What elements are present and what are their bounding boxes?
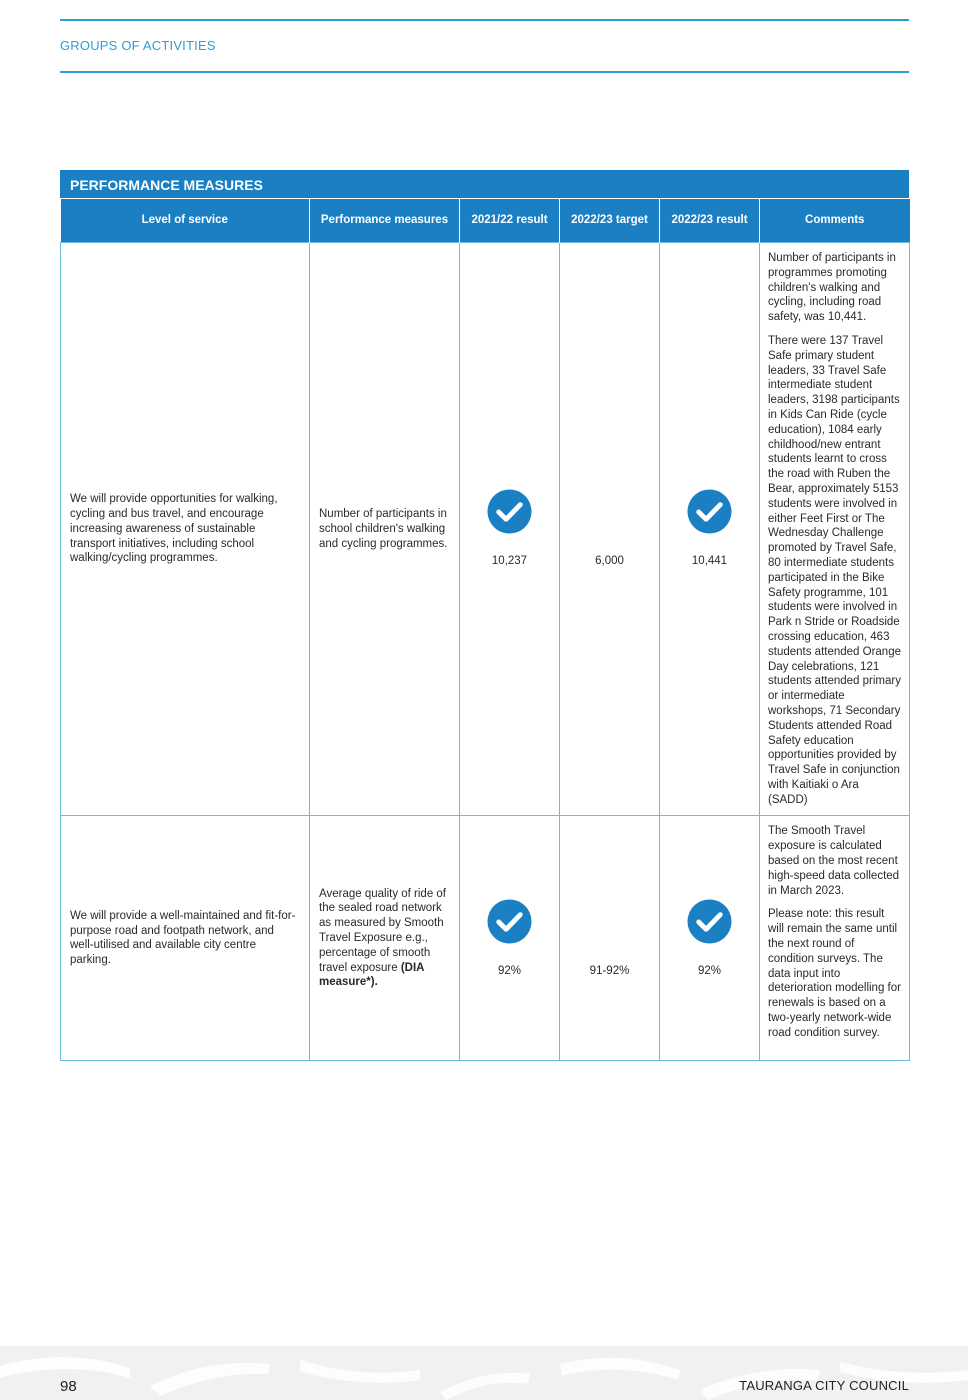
- column-header-level-of-service: Level of service: [61, 199, 310, 243]
- page-number: 98: [60, 1378, 77, 1395]
- table-row: [61, 243, 910, 816]
- measures-grid: [60, 199, 910, 1061]
- target-2022-23-cell: [560, 243, 660, 816]
- target-2022-23-cell: [560, 816, 660, 1061]
- header-rule-top: [60, 19, 909, 21]
- check-circle-icon: [487, 489, 532, 534]
- column-header-2022-23-result: 2022/23 result: [660, 199, 760, 243]
- comment-paragraph: The Smooth Travel exposure is calculated based on the most recent high-speed data collected in March 2023.: [768, 825, 900, 897]
- result-2021-22-cell: [460, 243, 560, 816]
- header-rule-bottom: [60, 71, 909, 73]
- performance-measure-cell: [310, 243, 460, 816]
- result-value: 10,237: [491, 555, 528, 568]
- check-circle-icon: [487, 899, 532, 944]
- table-title: PERFORMANCE MEASURES: [60, 170, 909, 199]
- column-header-comments: Comments: [760, 199, 910, 243]
- table-header-row: [61, 199, 910, 243]
- comment-paragraph: Please note: this result will remain the same until the next round of condition surveys. The data input into deterioration modelling for renewals is based on a two-yearly network-wide road condition survey.: [768, 908, 901, 1039]
- comment-paragraph: Number of participants in programmes promoting children's walking and cycling, including road safety, was 10,441.: [768, 252, 896, 324]
- column-header-2021-22-result: 2021/22 result: [460, 199, 560, 243]
- target-value: 91-92%: [589, 964, 630, 977]
- measure-text: Number of participants in school children's walking and cycling programmes.: [319, 508, 448, 550]
- section-label: GROUPS OF ACTIVITIES: [60, 38, 216, 53]
- result-value: 92%: [697, 964, 722, 977]
- check-circle-icon: [687, 489, 732, 534]
- level-of-service-cell: We will provide opportunities for walking, cycling and bus travel, and encourage increasing awareness of sustainable transport initiatives, including school walking/cycling programmes.: [61, 243, 310, 816]
- column-header-2022-23-target: 2022/23 target: [560, 199, 660, 243]
- result-2022-23-cell: [660, 816, 760, 1061]
- comments-cell: [760, 816, 910, 1061]
- level-of-service-cell: We will provide a well-maintained and fit-for-purpose road and footpath network, and well-utilised and available city centre parking.: [61, 816, 310, 1061]
- comment-paragraph: There were 137 Travel Safe primary student leaders, 33 Travel Safe intermediate student leaders, 3198 participants in Kids Can Ride (cycle education), 1084 early childhood/new entrant students learnt to cross the road with Ruben the Bear, approximately 5153 students were involved in either Feet First or The Wednesday Challenge promoted by Travel Safe, 80 intermediate students participated in the Bike Safety programme, 101 students were involved in Park n Stride or Roadside crossing education, 463 students attended Orange Day celebrations, 121 students attended primary or intermediate workshops, 71 Secondary Students attended Road Safety education opportunities provided by Travel Safe in conjunction with Kaitiaki o Ara (SADD): [768, 334, 901, 806]
- measure-text: Average quality of ride of the sealed road network as measured by Smooth Travel Exposure e.g., percentage of smooth travel exposure: [319, 887, 447, 974]
- check-circle-icon: [687, 899, 732, 944]
- result-2022-23-cell: [660, 243, 760, 816]
- comments-cell: [760, 243, 910, 816]
- table-row: [61, 816, 910, 1061]
- result-2021-22-cell: [460, 816, 560, 1061]
- measure-suffix: (DIA measure*).: [319, 961, 425, 989]
- performance-measures-table: [60, 170, 909, 1061]
- organisation-name: TAURANGA CITY COUNCIL: [739, 1378, 909, 1393]
- result-value: 92%: [497, 964, 522, 977]
- performance-measure-cell: [310, 816, 460, 1061]
- column-header-performance-measures: Performance measures: [310, 199, 460, 243]
- target-value: 6,000: [595, 555, 624, 568]
- result-value: 10,441: [691, 555, 728, 568]
